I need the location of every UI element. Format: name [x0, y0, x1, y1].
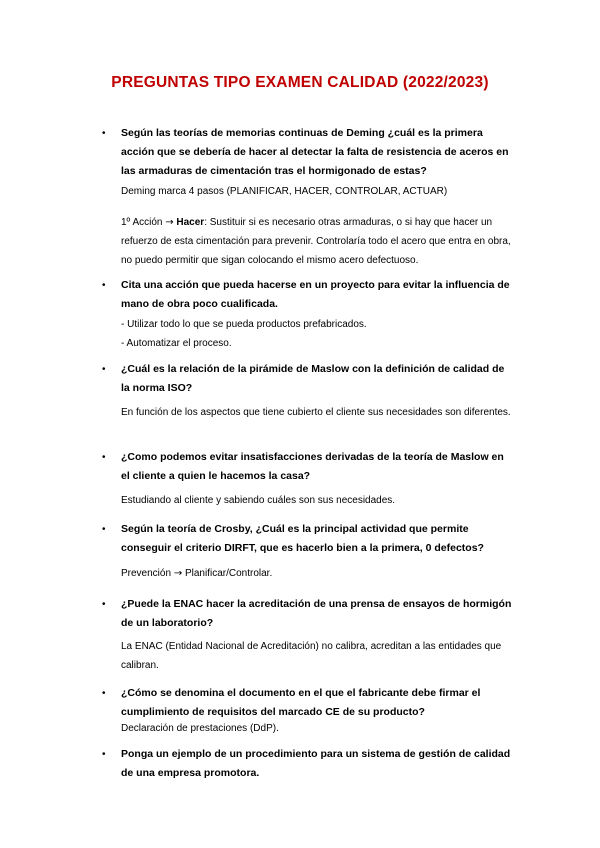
bullet-icon: • — [102, 452, 106, 463]
answer-3: En función de los aspectos que tiene cubierto el cliente sus necesidades son diferentes. — [121, 407, 511, 418]
arrow-right-icon: → — [173, 568, 183, 579]
bullet-icon: • — [102, 524, 106, 535]
question-3: ¿Cuál es la relación de la pirámide de Maslow con la definición de calidad de la norma ISO? — [121, 363, 505, 394]
bullet-icon: • — [102, 364, 106, 375]
question-6: ¿Puede la ENAC hacer la acreditación de una prensa de ensayos de hormigón de un laboratorio? — [121, 598, 512, 629]
answer-1-prefix: 1º Acción — [121, 217, 166, 228]
answer-5 — [121, 564, 513, 583]
arrow-right-icon: → — [165, 217, 174, 228]
question-7: ¿Cómo se denomina el documento en el que el fabricante debe firmar el cumplimiento de requisitos del marcado CE de su producto? — [121, 687, 481, 718]
bullet-icon: • — [102, 599, 106, 610]
answer-2 — [121, 315, 513, 353]
question-1: Según las teorías de memorias continuas de Deming ¿cuál es la primera acción que se debería de hacer al detectar la falta de resistencia de aceros en las armaduras de cimentación tras el hormigonado de estas? — [121, 127, 509, 177]
bullet-icon: • — [102, 688, 106, 699]
question-4: ¿Como podemos evitar insatisfacciones derivadas de la teoría de Maslow en el cliente a quien le hacemos la casa? — [121, 451, 504, 482]
question-8: Ponga un ejemplo de un procedimiento para un sistema de gestión de calidad de una empresa promotora. — [121, 748, 511, 779]
answer-7: Declaración de prestaciones (DdP). — [121, 723, 279, 734]
page-title: PREGUNTAS TIPO EXAMEN CALIDAD (2022/2023) — [111, 74, 489, 91]
bullet-icon: • — [102, 280, 106, 291]
answer-1-bold: Hacer — [173, 217, 205, 228]
question-2: Cita una acción que pueda hacerse en un proyecto para evitar la influencia de mano de obra poco cualificada. — [121, 279, 510, 310]
answer-1-steps: Deming marca 4 pasos (PLANIFICAR, HACER, CONTROLAR, ACTUAR) — [121, 186, 448, 197]
bullet-icon: • — [102, 749, 106, 760]
answer-6: La ENAC (Entidad Nacional de Acreditación) no calibra, acreditan a las entidades que calibran. — [121, 641, 502, 671]
answer-1-rest: : Sustituir si es necesario otras armaduras, o si hay que hacer un refuerzo de esta cimentación para prevenir. Controlaría todo el acero que entra en obra, no puedo permitir que sigan colocando el mismo acero defectuoso. — [121, 217, 511, 266]
answer-2-line-1: - Utilizar todo lo que se pueda productos prefabricados. — [121, 319, 367, 330]
bullet-icon: • — [102, 128, 106, 139]
answer-4: Estudiando al cliente y sabiendo cuáles son sus necesidades. — [121, 495, 396, 506]
answer-1-action — [121, 213, 513, 270]
answer-2-line-2: - Automatizar el proceso. — [121, 338, 232, 349]
answer-5-prefix: Prevención — [121, 568, 174, 579]
answer-5-rest: Planificar/Controlar. — [182, 568, 273, 579]
question-5: Según la teoría de Crosby, ¿Cuál es la principal actividad que permite conseguir el criterio DIRFT, que es hacerlo bien a la primera, 0 defectos? — [121, 523, 484, 554]
